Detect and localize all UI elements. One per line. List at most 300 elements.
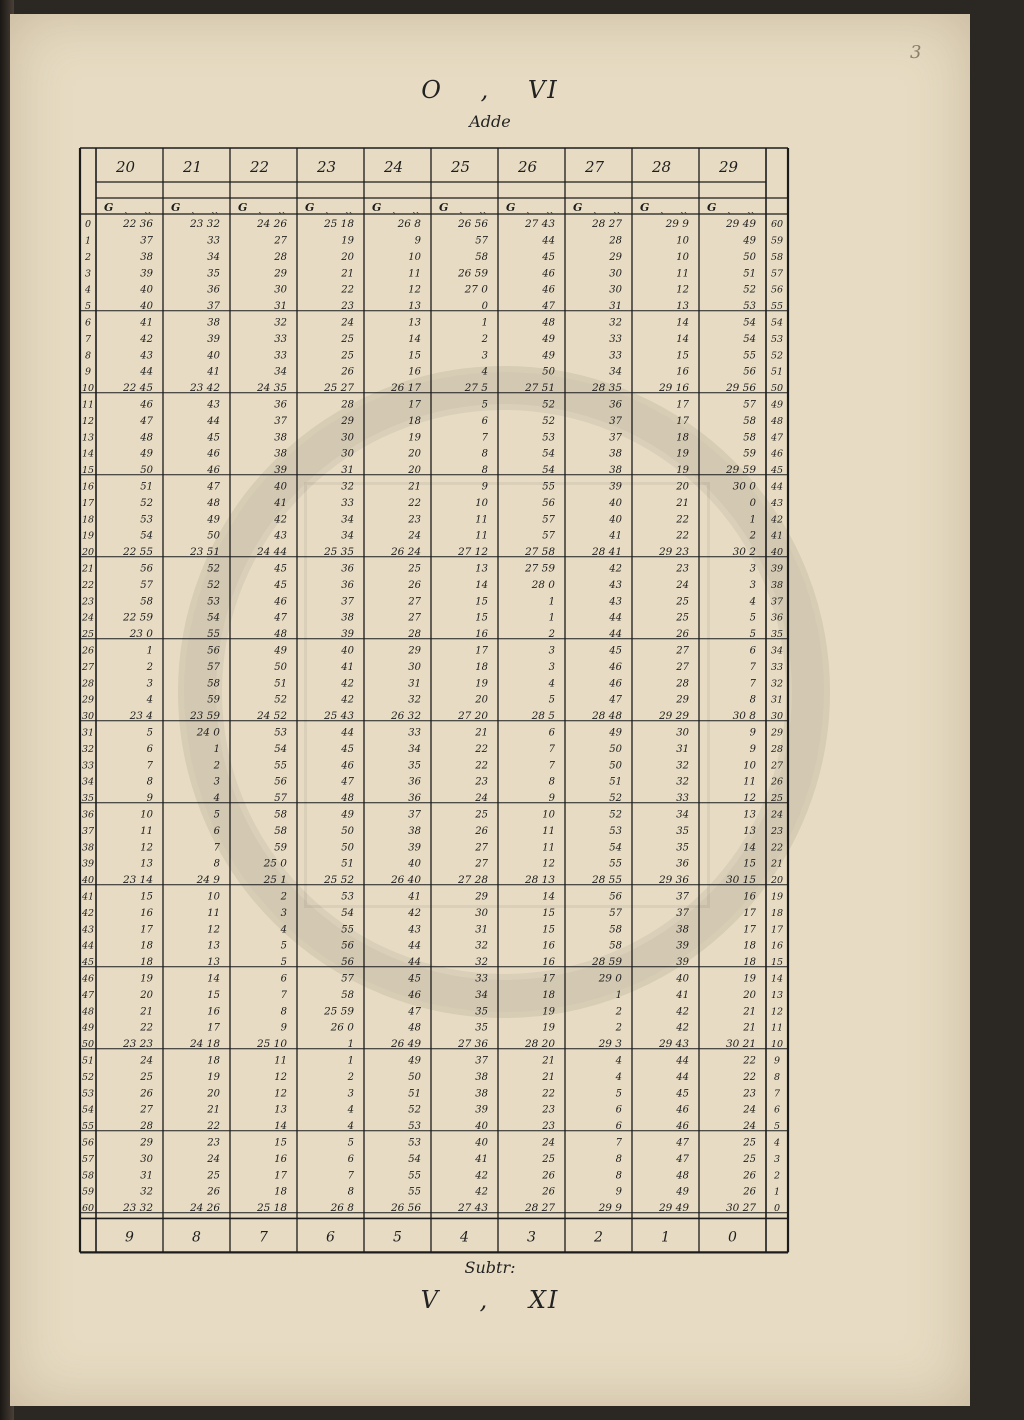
- table-cell: 38: [475, 1088, 488, 1100]
- table-cell: 39: [408, 842, 421, 854]
- table-cell: 38: [274, 448, 287, 460]
- table-cell: 49: [274, 645, 287, 657]
- row-number-left: 9: [84, 366, 92, 378]
- table-cell: 1: [548, 596, 555, 608]
- table-cell: 24: [341, 317, 354, 329]
- table-cell: 20: [408, 465, 421, 477]
- table-cell: 25: [408, 563, 421, 575]
- row-number-left: 41: [81, 891, 95, 903]
- column-heading-number: 23: [316, 158, 337, 176]
- table-cell: 48: [676, 1170, 689, 1182]
- table-cell: 51: [743, 268, 756, 280]
- table-cell: 53: [408, 1121, 421, 1133]
- table-cell: 36: [408, 776, 421, 788]
- table-cell: 44: [341, 727, 354, 739]
- table-cell: 49: [408, 1055, 421, 1067]
- table-cell: 26: [341, 366, 354, 378]
- column-footer-number: 4: [460, 1229, 469, 1246]
- table-cell: 15: [408, 350, 421, 362]
- table-cell: 50: [274, 661, 287, 673]
- row-number-right: 40: [770, 547, 784, 559]
- row-number-right: 58: [770, 251, 784, 263]
- table-cell: 10: [676, 235, 689, 247]
- table-cell: 34: [341, 514, 354, 526]
- table-cell: 28 20: [524, 1038, 555, 1051]
- row-number-left: 20: [81, 547, 95, 559]
- table-cell: 21: [676, 497, 689, 509]
- table-cell: 39: [475, 1104, 488, 1116]
- row-number-right: 43: [770, 497, 784, 509]
- row-number-left: 54: [81, 1104, 95, 1116]
- table-cell: 37: [609, 415, 622, 427]
- table-cell: 11: [542, 842, 555, 854]
- table-cell: 10: [676, 251, 689, 263]
- table-cell: 28 48: [591, 710, 622, 723]
- table-cell: 25: [676, 612, 689, 624]
- table-cell: 24: [475, 793, 488, 805]
- table-cell: 35: [676, 825, 689, 837]
- row-number-left: 29: [81, 694, 95, 706]
- table-cell: 5: [749, 612, 756, 624]
- table-cell: 2: [146, 661, 153, 673]
- column-subheading-minutes: ˎ: [593, 201, 597, 214]
- table-cell: 29 9: [665, 218, 689, 231]
- row-number-left: 33: [81, 760, 95, 772]
- table-cell: 13: [408, 317, 421, 329]
- table-cell: 37: [475, 1055, 488, 1067]
- table-cell: 9: [749, 727, 756, 739]
- table-cell: 24 44: [256, 546, 287, 559]
- table-cell: 35: [408, 760, 421, 772]
- table-cell: 39: [274, 465, 287, 477]
- table-cell: 21: [542, 1071, 555, 1083]
- table-cell: 30: [274, 284, 287, 296]
- table-cell: 0: [481, 301, 488, 313]
- table-cell: 12: [743, 793, 756, 805]
- table-cell: 21: [542, 1055, 555, 1067]
- row-number-right: 59: [770, 235, 784, 247]
- table-cell: 17: [207, 1022, 220, 1034]
- row-number-left: 50: [81, 1039, 95, 1051]
- column-subheading-seconds: ˎˎ: [211, 201, 219, 214]
- table-cell: 39: [140, 268, 153, 280]
- row-number-left: 43: [81, 924, 95, 936]
- table-cell: 40: [140, 284, 153, 296]
- row-number-right: 1: [773, 1186, 781, 1198]
- table-cell: 23 51: [189, 546, 220, 559]
- table-cell: 26: [743, 1186, 756, 1198]
- table-cell: 11: [475, 530, 488, 542]
- table-cell: 42: [676, 1022, 689, 1034]
- table-cell: 18: [140, 940, 153, 952]
- table-cell: 51: [140, 481, 153, 493]
- row-number-right: 17: [770, 924, 784, 936]
- table-cell: 8: [481, 448, 488, 460]
- table-cell: 5: [213, 809, 220, 821]
- table-cell: 46: [609, 678, 622, 690]
- table-cell: 35: [475, 1006, 488, 1018]
- column-subheading-G: G: [439, 201, 449, 214]
- table-cell: 38: [140, 251, 153, 263]
- table-cell: 26: [475, 825, 488, 837]
- table-cell: 28: [140, 1121, 153, 1133]
- table-cell: 26 24: [390, 546, 421, 559]
- table-cell: 54: [542, 448, 555, 460]
- table-cell: 56: [274, 776, 287, 788]
- table-cell: 58: [475, 251, 488, 263]
- row-number-right: 26: [770, 776, 784, 788]
- page-number: 3: [910, 42, 922, 63]
- row-number-right: 44: [770, 481, 784, 493]
- table-cell: 40: [475, 1121, 488, 1133]
- row-number-right: 36: [770, 612, 784, 624]
- column-subheading-G: G: [573, 201, 583, 214]
- table-cell: 42: [274, 514, 287, 526]
- table-cell: 6: [280, 973, 287, 985]
- table-cell: 58: [341, 989, 354, 1001]
- table-cell: 44: [676, 1055, 689, 1067]
- subtr-label: Subtr:: [464, 1258, 516, 1277]
- table-cell: 54: [140, 530, 153, 542]
- table-cell: 42: [609, 563, 622, 575]
- table-cell: 26: [743, 1170, 756, 1182]
- table-cell: 44: [676, 1071, 689, 1083]
- row-number-left: 2: [84, 251, 92, 263]
- table-cell: 55: [743, 350, 756, 362]
- column-subheading-seconds: ˎˎ: [680, 201, 688, 214]
- table-cell: 54: [609, 842, 622, 854]
- table-cell: 48: [207, 497, 220, 509]
- table-cell: 16: [408, 366, 421, 378]
- table-cell: 4: [481, 366, 488, 378]
- column-heading-number: 26: [517, 158, 538, 176]
- table-cell: 7: [548, 743, 555, 755]
- table-cell: 50: [140, 465, 153, 477]
- table-cell: 46: [542, 268, 555, 280]
- table-cell: 50: [542, 366, 555, 378]
- table-cell: 22: [408, 497, 421, 509]
- table-cell: 23 32: [189, 218, 220, 231]
- row-number-right: 39: [770, 563, 784, 575]
- table-cell: 7: [548, 760, 555, 772]
- table-cell: 16: [274, 1153, 287, 1165]
- table-cell: 7: [749, 661, 756, 673]
- table-cell: 17: [542, 973, 555, 985]
- table-cell: 29: [408, 645, 421, 657]
- row-number-right: 34: [770, 645, 784, 657]
- table-cell: 28: [408, 629, 421, 641]
- table-cell: 51: [341, 858, 354, 870]
- row-number-left: 28: [81, 678, 95, 690]
- table-cell: 7: [213, 842, 220, 854]
- table-cell: 27: [408, 596, 421, 608]
- table-cell: 6: [213, 825, 220, 837]
- table-cell: 59: [274, 842, 287, 854]
- table-cell: 24: [743, 1104, 756, 1116]
- table-cell: 50: [609, 743, 622, 755]
- row-number-left: 13: [81, 432, 95, 444]
- table-cell: 27 28: [457, 874, 488, 887]
- table-cell: 33: [207, 235, 220, 247]
- table-cell: 30 8: [732, 710, 756, 723]
- table-cell: 34: [609, 366, 622, 378]
- row-number-right: 45: [770, 465, 784, 477]
- table-cell: 29 9: [598, 1202, 622, 1215]
- table-cell: 3: [548, 661, 555, 673]
- column-subheading-G: G: [104, 201, 114, 214]
- row-number-left: 17: [81, 497, 95, 509]
- table-cell: 18: [408, 415, 421, 427]
- table-cell: 24: [140, 1055, 153, 1067]
- table-cell: 52: [609, 793, 622, 805]
- table-cell: 23: [542, 1121, 555, 1133]
- table-cell: 11: [743, 776, 756, 788]
- table-cell: 2: [615, 1022, 622, 1034]
- table-cell: 4: [615, 1055, 622, 1067]
- table-cell: 23 59: [189, 710, 220, 723]
- row-number-left: 45: [81, 957, 95, 969]
- table-cell: 2: [615, 1006, 622, 1018]
- table-cell: 3: [213, 776, 220, 788]
- table-cell: 11: [274, 1055, 287, 1067]
- table-cell: 56: [743, 366, 756, 378]
- table-cell: 42: [341, 694, 354, 706]
- table-cell: 1: [347, 1055, 354, 1067]
- table-cell: 17: [408, 399, 421, 411]
- table-cell: 49: [542, 350, 555, 362]
- table-cell: 44: [408, 940, 421, 952]
- table-cell: 22 55: [122, 546, 153, 559]
- table-cell: 52: [609, 809, 622, 821]
- table-cell: 8: [548, 776, 555, 788]
- table-cell: 18: [676, 432, 689, 444]
- table-cell: 56: [207, 645, 220, 657]
- row-number-left: 35: [81, 793, 95, 805]
- table-cell: 56: [609, 891, 622, 903]
- row-number-left: 34: [81, 776, 95, 788]
- table-cell: 3: [481, 350, 488, 362]
- adde-label: Adde: [469, 112, 511, 131]
- table-cell: 11: [475, 514, 488, 526]
- table-cell: 4: [615, 1071, 622, 1083]
- table-cell: 22: [140, 1022, 153, 1034]
- row-number-right: 35: [770, 629, 784, 641]
- table-cell: 23 14: [122, 874, 153, 887]
- table-cell: 41: [408, 891, 421, 903]
- table-cell: 46: [542, 284, 555, 296]
- row-number-right: 46: [770, 448, 784, 460]
- table-cell: 8: [615, 1170, 622, 1182]
- table-cell: 33: [274, 333, 287, 345]
- table-cell: 53: [542, 432, 555, 444]
- table-cell: 36: [341, 563, 354, 575]
- table-cell: 20: [140, 989, 153, 1001]
- table-cell: 48: [341, 793, 354, 805]
- row-number-right: 47: [770, 432, 784, 444]
- column-subheading-G: G: [506, 201, 516, 214]
- table-cell: 15: [475, 612, 488, 624]
- table-cell: 27: [475, 858, 488, 870]
- row-number-right: 57: [770, 268, 784, 280]
- row-number-right: 4: [773, 1137, 781, 1149]
- table-cell: 25 18: [256, 1202, 287, 1215]
- table-cell: 27 59: [524, 562, 555, 575]
- row-number-left: 6: [84, 317, 92, 329]
- table-cell: 40: [341, 645, 354, 657]
- column-subheading-seconds: ˎˎ: [278, 201, 286, 214]
- table-cell: 29 29: [658, 710, 689, 723]
- table-cell: 32: [676, 760, 689, 772]
- column-subheading-minutes: ˎ: [526, 201, 530, 214]
- table-cell: 29: [609, 251, 622, 263]
- table-cell: 42: [140, 333, 153, 345]
- row-number-right: 50: [770, 383, 784, 395]
- table-cell: 24: [408, 530, 421, 542]
- table-cell: 15: [542, 907, 555, 919]
- row-number-left: 48: [81, 1006, 95, 1018]
- bottom-heading: V , XI: [420, 1286, 560, 1314]
- table-cell: 35: [475, 1022, 488, 1034]
- table-cell: 3: [749, 579, 756, 591]
- table-cell: 37: [676, 907, 689, 919]
- table-cell: 52: [743, 284, 756, 296]
- table-cell: 27: [676, 645, 689, 657]
- table-cell: 18: [207, 1055, 220, 1067]
- table-cell: 6: [347, 1153, 354, 1165]
- table-cell: 28 27: [524, 1202, 555, 1215]
- column-subheading-minutes: ˎ: [258, 201, 262, 214]
- table-cell: 8: [615, 1153, 622, 1165]
- table-cell: 28 59: [591, 956, 622, 969]
- table-cell: 50: [341, 825, 354, 837]
- row-number-right: 12: [770, 1006, 784, 1018]
- table-cell: 29 36: [658, 874, 689, 887]
- column-footer-number: 3: [527, 1229, 536, 1246]
- column-subheading-G: G: [305, 201, 315, 214]
- table-cell: 53: [408, 1137, 421, 1149]
- table-cell: 49: [609, 727, 622, 739]
- table-cell: 28: [274, 251, 287, 263]
- table-cell: 17: [743, 924, 756, 936]
- table-cell: 37: [140, 235, 153, 247]
- table-cell: 40: [475, 1137, 488, 1149]
- table-cell: 42: [341, 678, 354, 690]
- table-grid: [76, 138, 836, 1260]
- column-subheading-seconds: ˎˎ: [546, 201, 554, 214]
- table-cell: 47: [676, 1137, 689, 1149]
- table-cell: 27: [676, 661, 689, 673]
- row-number-left: 16: [81, 481, 95, 493]
- table-cell: 15: [475, 596, 488, 608]
- table-cell: 17: [676, 399, 689, 411]
- row-number-right: 55: [770, 301, 784, 313]
- row-number-left: 8: [84, 350, 92, 362]
- table-cell: 26 0: [330, 1021, 354, 1034]
- table-cell: 41: [341, 661, 354, 673]
- table-cell: 22: [207, 1121, 220, 1133]
- column-heading-number: 24: [383, 158, 404, 176]
- table-cell: 30 27: [725, 1202, 756, 1215]
- table-cell: 16: [676, 366, 689, 378]
- table-cell: 22 59: [122, 611, 153, 624]
- table-cell: 2: [213, 760, 220, 772]
- table-cell: 10: [743, 760, 756, 772]
- table-cell: 45: [341, 743, 354, 755]
- table-cell: 22: [475, 760, 488, 772]
- table-cell: 46: [676, 1104, 689, 1116]
- table-cell: 13: [207, 940, 220, 952]
- table-cell: 46: [341, 760, 354, 772]
- column-subheading-seconds: ˎˎ: [747, 201, 755, 214]
- table-cell: 13: [676, 301, 689, 313]
- table-cell: 17: [475, 645, 488, 657]
- table-cell: 1: [347, 1039, 354, 1051]
- table-cell: 21: [341, 268, 354, 280]
- table-cell: 57: [274, 793, 287, 805]
- table-cell: 56: [542, 497, 555, 509]
- row-number-right: 23: [770, 825, 784, 837]
- top-heading-left: O: [421, 76, 443, 104]
- row-number-left: 15: [81, 465, 95, 477]
- table-cell: 27 58: [524, 546, 555, 559]
- row-number-right: 20: [770, 875, 784, 887]
- row-number-right: 42: [770, 514, 784, 526]
- row-number-right: 28: [770, 743, 784, 755]
- row-number-left: 24: [81, 612, 95, 624]
- table-cell: 11: [408, 268, 421, 280]
- table-cell: 31: [676, 743, 689, 755]
- table-cell: 55: [341, 924, 354, 936]
- astronomical-table: [76, 138, 836, 1264]
- table-cell: 19: [140, 973, 153, 985]
- table-cell: 14: [475, 579, 488, 591]
- table-cell: 30: [676, 727, 689, 739]
- table-cell: 54: [542, 465, 555, 477]
- table-cell: 53: [207, 596, 220, 608]
- table-cell: 43: [140, 350, 153, 362]
- table-cell: 32: [341, 481, 354, 493]
- table-cell: 58: [274, 825, 287, 837]
- column-footer-number: 2: [594, 1229, 603, 1246]
- table-cell: 3: [280, 907, 287, 919]
- table-cell: 26 8: [330, 1202, 354, 1215]
- table-cell: 24 26: [256, 218, 287, 231]
- table-cell: 47: [207, 481, 220, 493]
- table-cell: 13: [140, 858, 153, 870]
- table-cell: 44: [609, 612, 622, 624]
- table-cell: 52: [274, 694, 287, 706]
- table-cell: 28 41: [591, 546, 622, 559]
- table-cell: 2: [481, 333, 488, 345]
- table-cell: 10: [542, 809, 555, 821]
- table-cell: 32: [475, 940, 488, 952]
- column-footer-number: 8: [192, 1229, 201, 1246]
- table-cell: 23: [542, 1104, 555, 1116]
- table-cell: 12: [274, 1071, 287, 1083]
- table-cell: 46: [274, 596, 287, 608]
- row-number-right: 54: [770, 317, 784, 329]
- table-cell: 24: [542, 1137, 555, 1149]
- table-cell: 28 27: [591, 218, 622, 231]
- row-number-right: 8: [773, 1071, 781, 1083]
- table-cell: 9: [615, 1186, 622, 1198]
- column-subheading-minutes: ˎ: [660, 201, 664, 214]
- table-cell: 44: [408, 957, 421, 969]
- table-cell: 7: [749, 678, 756, 690]
- table-cell: 34: [676, 809, 689, 821]
- table-cell: 49: [207, 514, 220, 526]
- table-cell: 38: [475, 1071, 488, 1083]
